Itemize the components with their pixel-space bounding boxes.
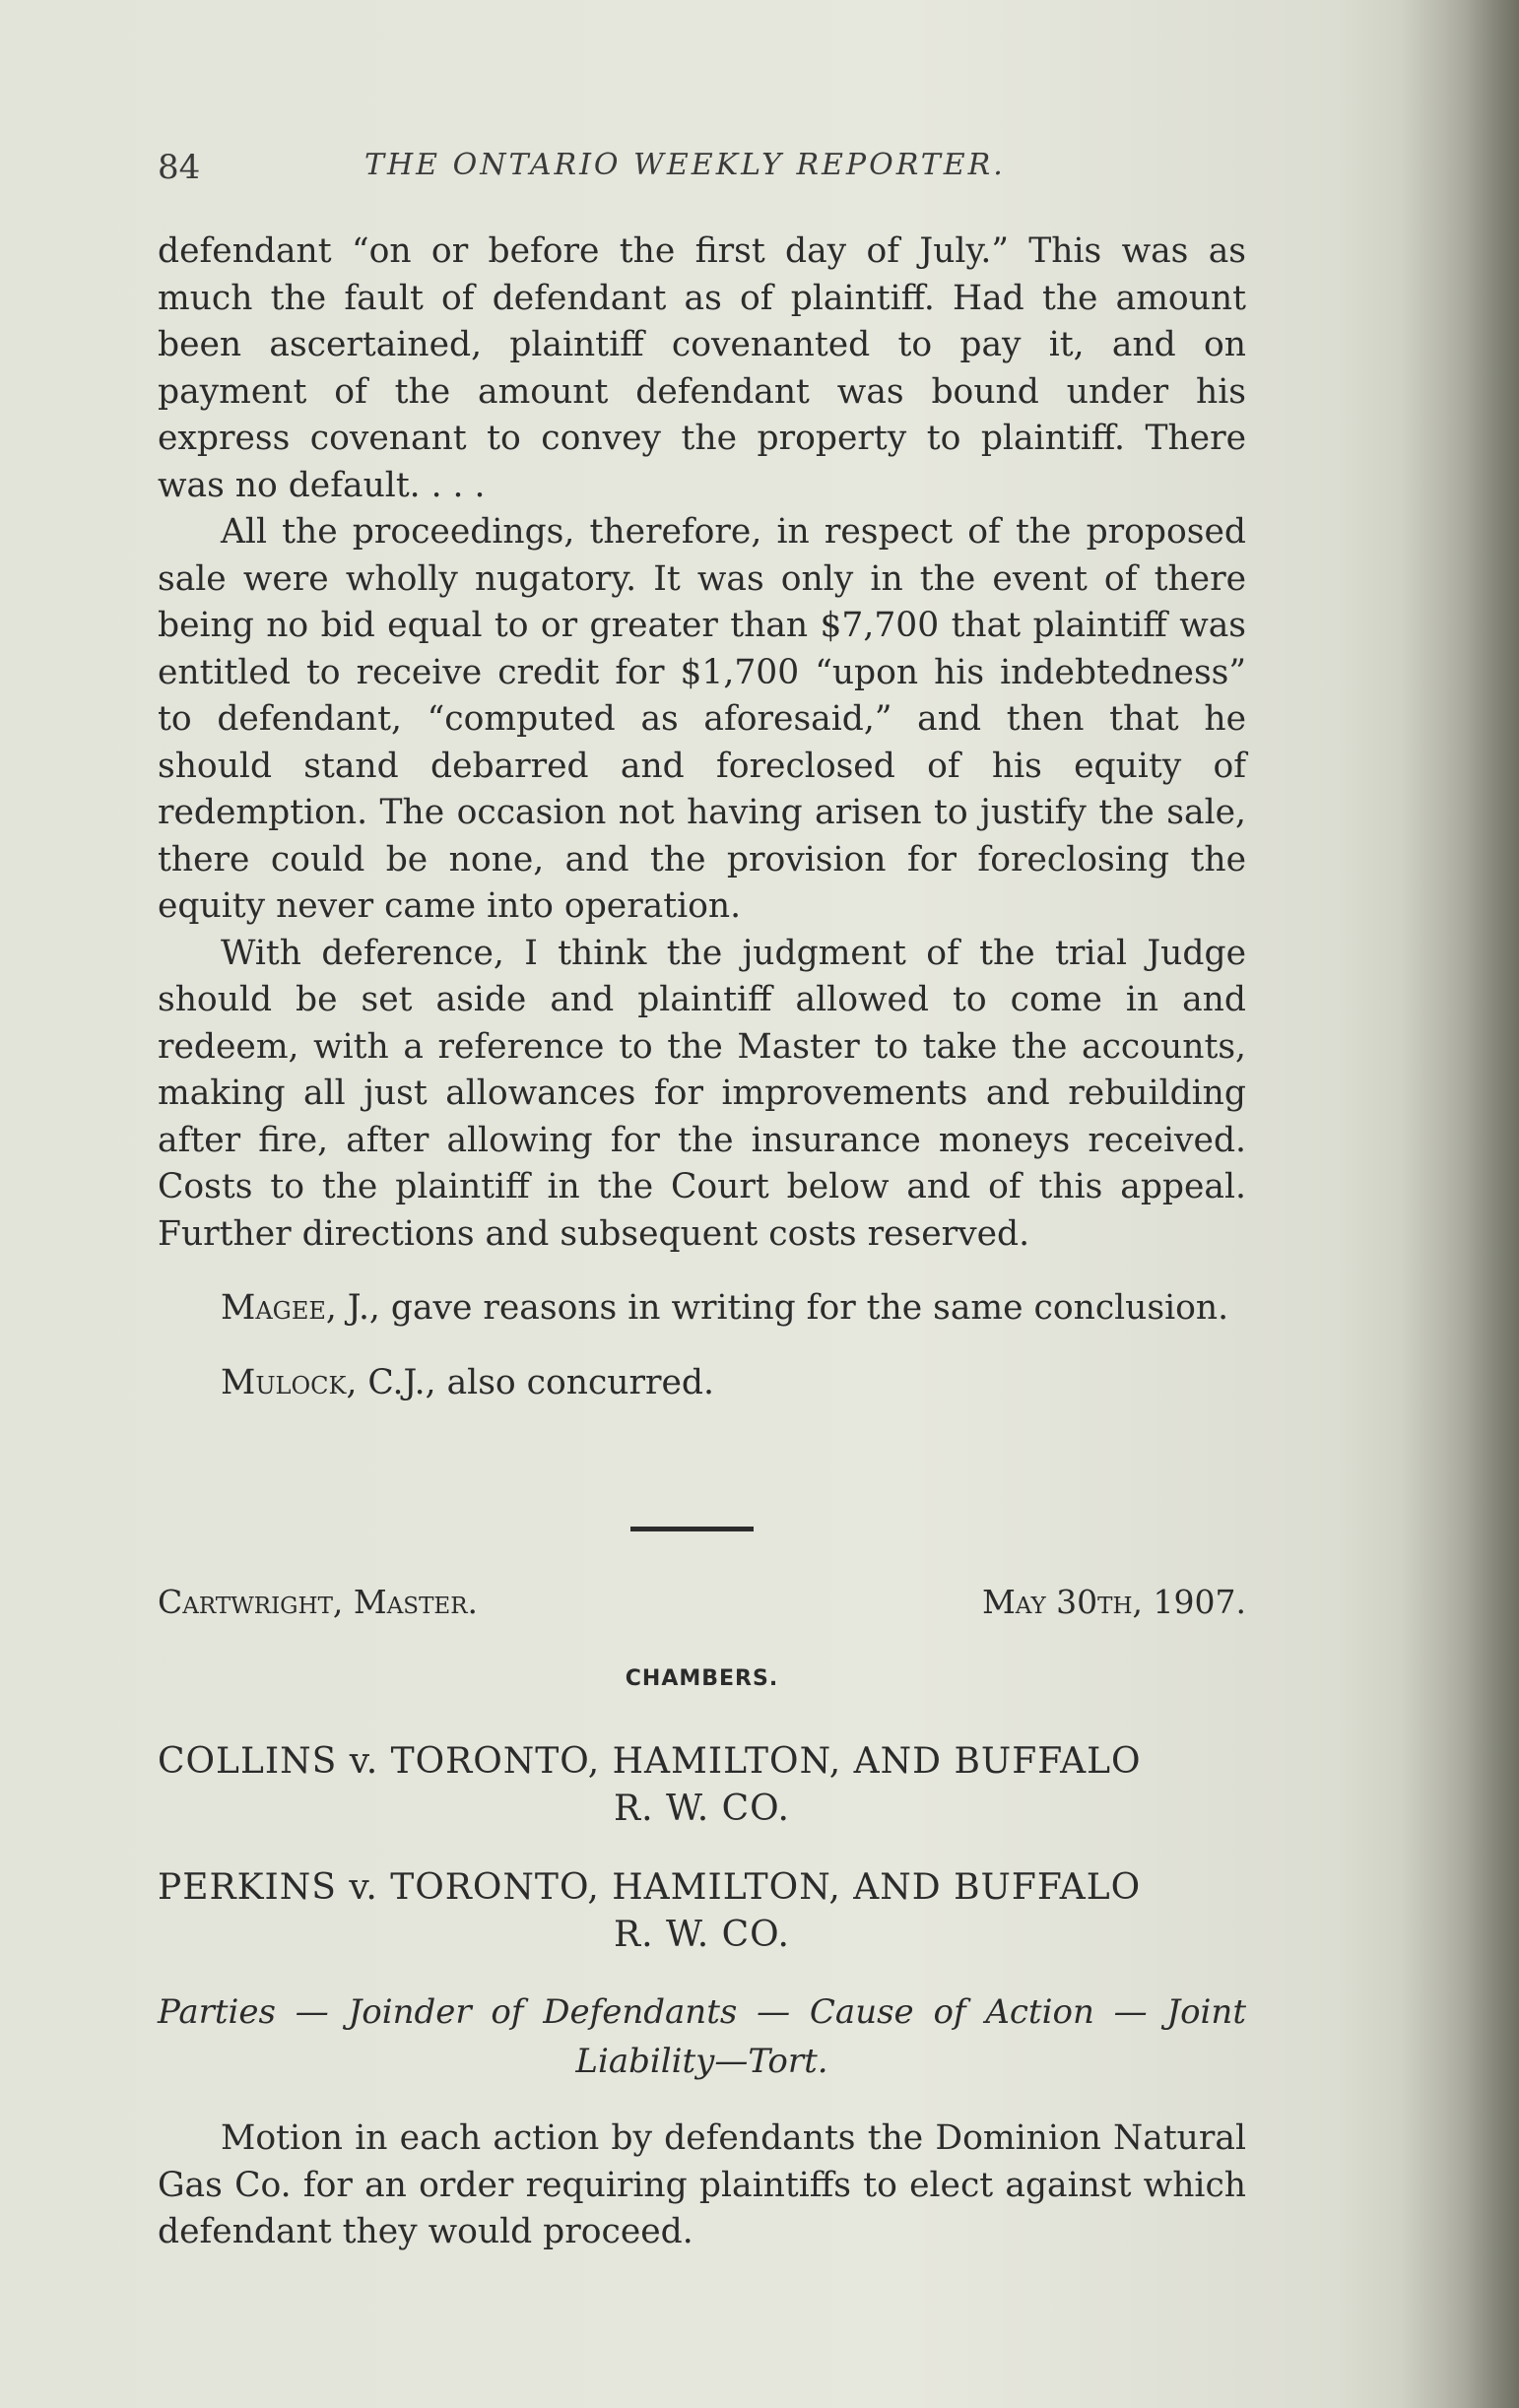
paragraph: defendant “on or before the first day of July.” This was as much the fault of defendant as of plaintiff. Had the amount been ascertained, plaintiff covenanted to pay it, and on payment of the amount defendant was bound under his express covenant to convey the property to plaintiff. There was no default. . . . [158, 231, 1246, 505]
headnote-line: Parties — Joinder of Defendants — Cause of Action — Joint [158, 1992, 1246, 2032]
case-title-line: COLLINS v. TORONTO, HAMILTON, AND BUFFALO [158, 1741, 1142, 1782]
court-master: Cartwright, Master. [158, 1583, 479, 1621]
paragraph: All the proceedings, therefore, in respect of the proposed sale were wholly nugatory. It was only in the event of there being no bid equal to or greater than $7,700 that plaintiff was entitled to receive credit for $1,700 “upon his indebtedness” to defendant, “computed as aforesaid,” and then that he should stand debarred and foreclosed of his equity of redemption. The occasion not having arisen to justify the sale, there could be none, and the provision for foreclosing the equity never came into operation. [158, 512, 1246, 926]
section-divider [630, 1527, 754, 1531]
case-title [158, 1738, 1246, 1833]
judgment-text [158, 228, 1246, 1406]
case-title-line: PERKINS v. TORONTO, HAMILTON, AND BUFFALO [158, 1867, 1142, 1908]
mulock-paragraph [158, 1360, 1246, 1407]
binding-shadow [1401, 0, 1519, 2408]
case-title-line: R. W. CO. [614, 1915, 790, 1955]
case-title-line: R. W. CO. [614, 1789, 790, 1829]
case-title [158, 1864, 1246, 1959]
court-line [158, 1583, 1246, 1630]
judge-name: Mulock, C.J., [221, 1362, 436, 1402]
judge-text: gave reasons in writing for the same conclusion. [379, 1288, 1229, 1328]
paragraph: With deference, I think the judgment of the trial Judge should be set aside and plaintiff allowed to come in and redeem, with a reference to the Master to take the accounts, making all just allowances for improvements and rebuilding after fire, after allowing for the insurance moneys received. Costs to the plaintiff in the Court below and of this appeal. Further directions and subsequent costs reserved. [158, 933, 1246, 1254]
motion-paragraph: Motion in each action by defendants the Dominion Natural Gas Co. for an order requiring plaintiffs to elect against which defendant they would proceed. [158, 2118, 1246, 2251]
page-number: 84 [158, 148, 201, 187]
headnote-line: Liability—Tort. [575, 2042, 828, 2081]
magee-paragraph [158, 1285, 1246, 1333]
running-head: THE ONTARIO WEEKLY REPORTER. [364, 148, 1006, 182]
court-venue: CHAMBERS. [625, 1666, 779, 1691]
judge-name: Magee, J., [221, 1288, 380, 1328]
judge-text: also concurred. [435, 1362, 714, 1402]
page-header [158, 148, 1251, 197]
decision-date: May 30th, 1907. [982, 1583, 1246, 1621]
headnote [158, 1987, 1246, 2086]
